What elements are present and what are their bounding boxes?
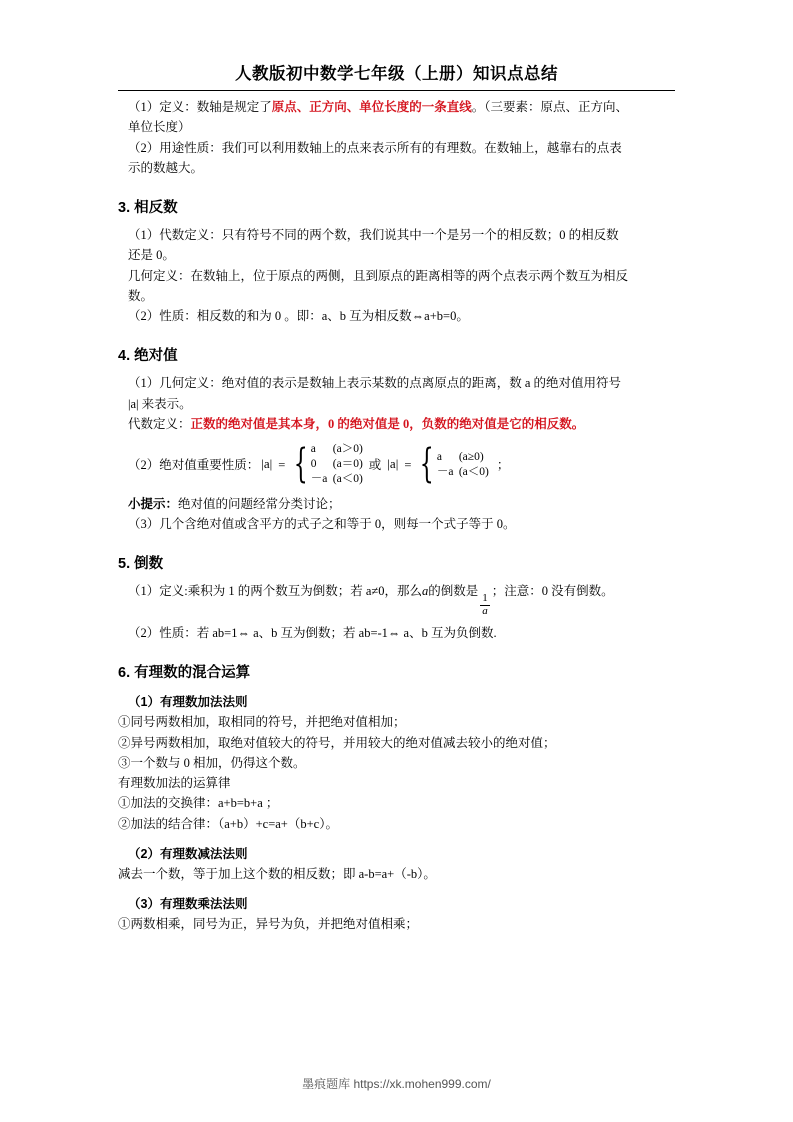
abs-geo-line-1: （1）几何定义：绝对值的表示是数轴上表示某数的点离原点的距离，数 a 的绝对值用符号 [128,376,622,391]
addition-laws-title: 有理数加法的运算律 [118,776,231,791]
addition-rule-2: ②异号两数相加，取绝对值较大的符号，并用较大的绝对值减去较小的绝对值； [118,735,556,750]
reciprocal-definition [118,581,675,617]
multiplication-rule-1: ①两数相乘，同号为正，异号为负，并把绝对值相乘； [118,917,419,932]
opposite-line-4: 数。 [128,288,154,303]
case-value: a [436,450,442,463]
axis-usage-line1: （2）用途性质：我们可以利用数轴上的点来表示所有的有理数。在数轴上，越靠右的点表 [128,140,622,155]
equals-sign-right: = [404,457,412,472]
case-row [311,458,363,470]
axis-usage-line2: 示的数越大。 [128,160,204,175]
formula-trailing-punct: ； [496,457,510,472]
section-number-axis [118,97,675,178]
abs-cases-left [311,442,363,488]
section-mixed-operations [118,661,675,934]
opposite-line-3: 几何定义：在数轴上，位于原点的两侧，且到原点的距离相等的两个点表示两个数互为相反 [128,268,629,283]
addition-rule-1: ①同号两数相加，取相同的符号，并把绝对值相加； [118,715,406,730]
reciprocal-def-b: 的倒数是 [428,584,479,599]
opposite-line-2: 还是 0。 [128,248,175,263]
section-absolute-value [118,344,675,534]
abs-cases-right [437,450,489,480]
reciprocal-var: a [422,584,429,599]
abs-formula-expression [261,442,509,488]
section-reciprocal [118,552,675,643]
case-value: －a [310,473,328,486]
subsection-subtraction-heading: （2）有理数减法法则 [128,846,248,861]
title-divider [118,90,675,91]
abs-alg-label: 代数定义： [128,416,191,431]
abs-formula-left-symbol: |a| [261,456,273,472]
axis-definition-line2: 单位长度） [128,120,191,135]
case-row [437,451,484,463]
addition-rule-3: ③一个数与 0 相加，仍得这个数。 [118,755,306,770]
addition-law-associative: ②加法的结合律：（a+b）+c=a+（b+c）。 [118,816,338,831]
case-condition: (a＞0) [332,443,363,455]
axis-def-pre: （1）定义：数轴是规定了 [128,100,272,114]
abs-geo-line-2: |a| 来表示。 [128,396,192,411]
abs-tip-line [118,494,675,514]
section-heading-4: 4. 绝对值 [118,348,178,365]
subsection-multiplication-heading: （3）有理数乘法法则 [128,897,248,912]
abs-formula-label: （2）绝对值重要性质： [128,457,260,472]
fraction-one-over-a [480,593,490,617]
section-heading-3: 3. 相反数 [118,200,178,216]
reciprocal-def-c: ；注意：0 没有倒数。 [491,584,614,599]
subsection-addition-heading: （1）有理数加法法则 [128,695,248,710]
brace-right-icon: { [420,441,435,488]
case-condition: (a＝0) [332,458,363,471]
case-value: 0 [310,458,317,471]
fraction-denominator: a [482,604,488,617]
formula-or-text: 或 [368,457,382,472]
tip-label: 小提示： [128,496,179,511]
case-condition: (a≥0) [458,450,484,463]
tip-text: 绝对值的问题经常分类讨论； [178,496,341,511]
equals-sign-left: = [278,457,286,472]
page-title: 人教版初中数学七年级（上册）知识点总结 [235,64,558,83]
abs-tail-line: （3）几个含绝对值或含平方的式子之和等于 0，则每一个式子等于 0。 [128,516,516,531]
abs-alg-highlight: 正数的绝对值是其本身，0 的绝对值是 0，负数的绝对值是它的相反数 [190,416,572,431]
reciprocal-def-a: （1）定义:乘积为 1 的两个数互为倒数；若 a≠0，那么 [128,584,423,599]
section-heading-6: 6. 有理数的混合运算 [118,665,251,682]
page-footer: 墨痕题库 https://xk.mohen999.com/ [302,1077,491,1091]
addition-law-commutative: ①加法的交换律：a+b=b+a ； [118,796,279,811]
case-value: a [310,443,316,455]
abs-alg-post: 。 [571,416,585,431]
section-opposite-number [118,196,675,326]
axis-def-post: 。（三要素：原点、正方向、 [471,100,629,114]
abs-formula-right-symbol: |a| [387,456,399,472]
axis-def-highlight: 原点、正方向、单位长度的一条直线 [271,100,472,114]
case-value: －a [436,465,454,478]
case-row [311,443,363,455]
section-heading-5: 5. 倒数 [118,556,164,573]
case-row [437,466,489,478]
case-condition: (a＜0) [458,465,489,478]
axis-definition-line [118,97,675,117]
abs-algebraic-definition [118,414,675,434]
case-condition: (a＜0) [332,473,363,486]
brace-left-icon: { [294,441,309,488]
opposite-line-1: （1）代数定义：只有符号不同的两个数，我们说其中一个是另一个的相反数；0 的相反数 [128,228,619,242]
fraction-numerator: 1 [482,592,488,605]
case-row [311,473,363,485]
subtraction-rule-1: 减去一个数，等于加上这个数的相反数；即 a-b=a+（-b）。 [118,866,436,881]
abs-value-formula [118,442,675,488]
opposite-line-5: （2）性质：相反数的和为 0 。即：a、b 互为相反数⇔a+b=0。 [128,309,469,323]
reciprocal-property: （2）性质：若 ab=1⇔ a、b 互为倒数；若 ab=-1⇔ a、b 互为负倒数. [128,626,497,641]
